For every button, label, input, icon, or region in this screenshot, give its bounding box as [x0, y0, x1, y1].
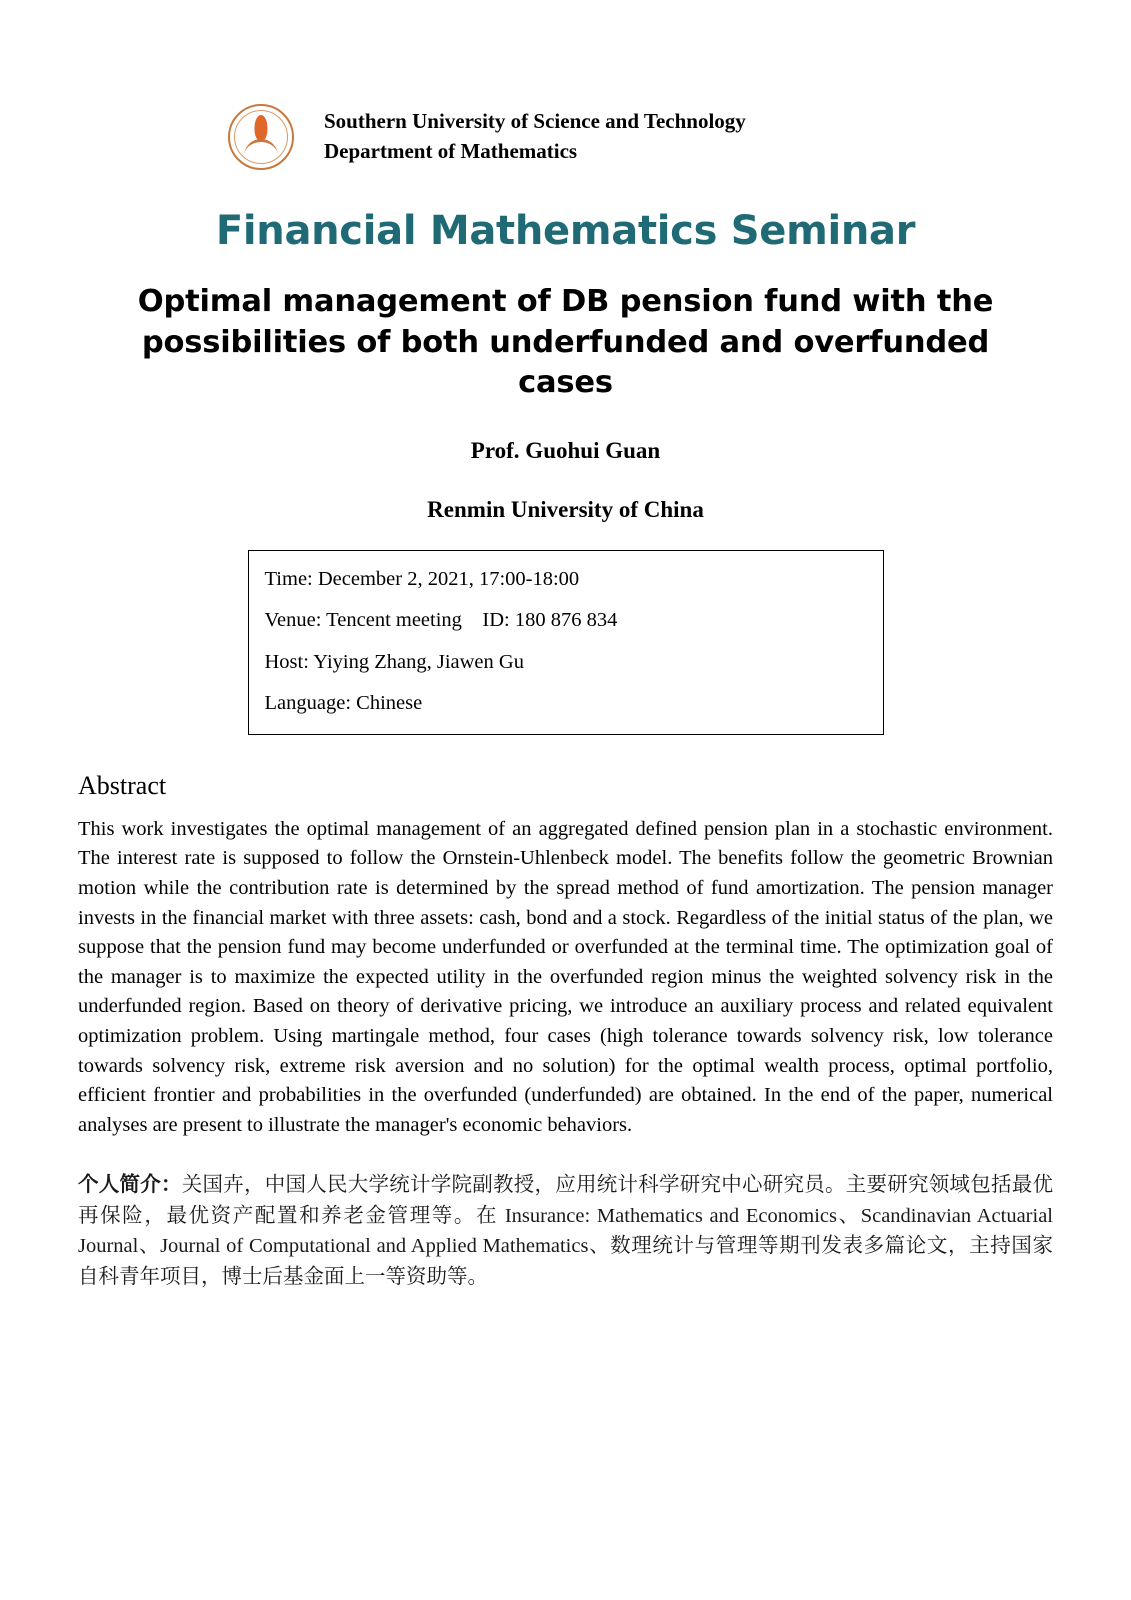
- abstract-body: This work investigates the optimal management of an aggregated defined pension plan in a stochastic environment. The interest rate is supposed to follow the Ornstein-Uhlenbeck model. The benefits follow the geometric Brownian motion while the contribution rate is determined by the spread method of fund amortization. The pension manager invests in the financial market with three assets: cash, bond and a stock. Regardless of the initial status of the plan, we suppose that the pension fund may become underfunded or overfunded at the terminal time. The optimization goal of the manager is to maximize the expected utility in the overfunded region minus the weighted solvency risk in the underfunded region. Based on theory of derivative pricing, we introduce an auxiliary process and related equivalent optimization problem. Using martingale method, four cases (high tolerance towards solvency risk, low tolerance towards solvency risk, extreme risk aversion and no solution) for the optimal wealth process, optimal portfolio, efficient frontier and probabilities in the overfunded (underfunded) are obtained. In the end of the paper, numerical analyses are present to illustrate the manager's economic behaviors.: [78, 817, 1053, 1136]
- speaker-bio: [78, 1170, 1053, 1292]
- letterhead: [78, 0, 1053, 170]
- organization-name: Southern University of Science and Technology: [324, 109, 746, 134]
- logo-inner-ring: [234, 110, 288, 164]
- event-host: Host: Yiying Zhang, Jiawen Gu: [264, 650, 524, 673]
- event-venue: Venue: Tencent meeting ID: 180 876 834: [264, 609, 618, 632]
- bio-label: 个人简介：: [78, 1174, 182, 1197]
- talk-title: Optimal management of DB pension fund with the possibilities of both underfunded and overfunded cases: [137, 284, 994, 401]
- organization-block: [324, 107, 746, 167]
- event-details-box: [248, 550, 884, 735]
- abstract-heading: Abstract: [78, 770, 167, 800]
- speaker-affiliation: Renmin University of China: [427, 496, 704, 522]
- bio-text: 关国卉，中国人民大学统计学院副教授，应用统计科学研究中心研究员。主要研究领域包括最优再保险，最优资产配置和养老金管理等。在 Insurance: Mathematics and Economics、Scandinavian Actuarial Journal、Journal of Computational and Applied Mathematics、数理统计与管理等期刊发表多篇论文，主持国家自科青年项目，博士后基金面上一等资助等。: [78, 1174, 1053, 1288]
- sustech-torch-logo-icon: [228, 104, 294, 170]
- speaker-name: Prof. Guohui Guan: [470, 437, 661, 463]
- department-name: Department of Mathematics: [324, 139, 578, 163]
- seminar-series-title: Financial Mathematics Seminar: [215, 208, 916, 254]
- event-language: Language: Chinese: [264, 692, 423, 715]
- event-time: Time: December 2, 2021, 17:00-18:00: [264, 567, 580, 590]
